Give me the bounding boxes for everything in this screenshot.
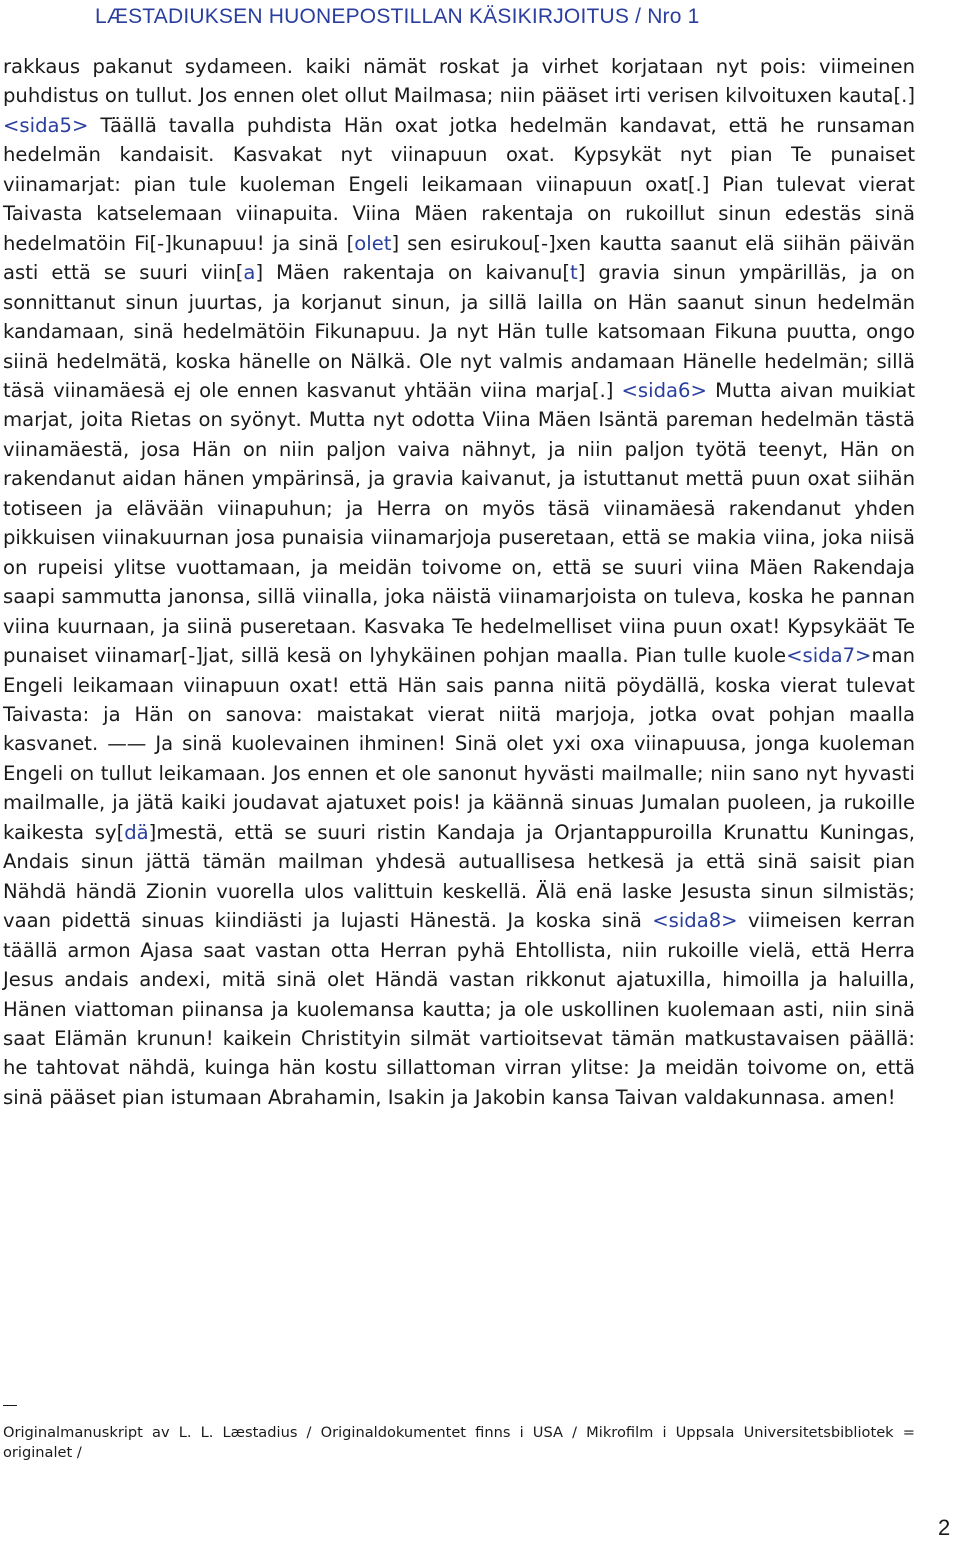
text-segment: Täällä tavalla puhdista Hän oxat jotka hedelmän kandavat, että he runsaman hedelmän kandaisit. Kasvakat nyt viinapuun oxat. Kypsykät nyt pian Te punaiset viinamarjat: pian tule kuoleman Engeli leikamaan viinapuun oxat[.] Pian tulevat vierat Taivasta katselemaan viinapuita. Viina Mäen rakentaja on rukoillut sinun edestäs sinä hedelmatöin Fi[-]kunapuu! ja sinä [ bbox=[3, 113, 915, 255]
text-segment: viimeisen kerran täällä armon Ajasa saat vastan otta Herran pyhä Ehtollista, niin rukoille vielä, että Herra Jesus andais andexi, mitä sinä olet Händä vastan rikkonut ajatuxilla, himoilla ja haluilla, Hänen viattoman piinansa ja kuolemansa kautta; ja ole uskollinen kuolemaan asti, niin sinä saat Elämän krunun! kaikein Christityin silmät vartioitsevat tämän matkustavaisen päällä: he tahtovat nähdä, kuinga hän kostu sillattoman virran ylitse: Ja meidän toivome on, että sinä pääset pian istumaan Abrahamin, Isakin ja Jakobin kansa Taivan valdakunnasa. amen! bbox=[3, 909, 915, 1109]
main-paragraph bbox=[3, 52, 915, 1112]
page-marker: <sida6> bbox=[621, 378, 707, 402]
page-marker: <sida8> bbox=[652, 909, 738, 933]
text-segment: ] Mäen rakentaja on kaivanu[ bbox=[255, 261, 571, 285]
text-segment: ] sen esirukou[-]xen kautta saanut elä siihän päivän asti että se suuri viin[ bbox=[3, 231, 915, 285]
text-segment: man Engeli leikamaan viinapuun oxat! että Hän sais panna niitä pöydällä, koska vierat tulevat Taivasta: ja Hän on sanova: maistakat vierat niitä marjoja, jotka ovat pohjan maalla kasvanet. —— Ja sinä kuolevainen ihminen! Sinä olet yxi oxa viinapuusa, jonga kuoleman Engeli on tullut leikamaan. Jos ennen et ole sanonut hyvästi mailmalle; niin sano nyt hyvasti mailmalle, ja jätä kaiki joudavat ajatuxet pois! ja käännä sinuas Jumalan puoleen, ja rukoille kaikesta sy[ bbox=[3, 644, 915, 844]
text-segment: Mutta aivan muikiat marjat, joita Rietas on syönyt. Mutta nyt odotta Viina Mäen Isäntä pareman hedelmän tästä viinamäestä, josa Hän on niin paljon vaiva nähnyt, ja niin paljon työtä teenyt, Hän on rakendanut aidan hänen ympärinsä, ja gravia kaivanut, ja istuttanut mettä puun oxat siihän totiseen ja elävään viinapuhun; ja Herra on myös täsä viinamäesä rakendanut yhden pikkuisen viinakuurnan josa punaisia viinamarjoja puseretaan, että se makia viina, joka niisä on rupeisi ylitse vuottamaan, ja meidän toivome on, että se suuri viina Mäen Rakendaja saapi sammutta janonsa, sillä viinalla, joka näistä viinamarjoista on tuleva, koska he pannan viina kuurnaan, ja siinä puseretaan. Kasvaka Te hedelmelliset viina puun oxat! Kypsykäät Te punaiset viinamar[-]jat, sillä kesä on lyhykäinen pohjan maalla. Pian tulle kuole bbox=[3, 378, 915, 668]
text-segment: rakkaus pakanut sydameen. kaiki nämät roskat ja virhet korjataan nyt pois: viimeinen puhdistus on tullut. Jos ennen olet ollut Mailmasa; niin pääset irti verisen kilvoituxen kauta[.] bbox=[3, 55, 915, 108]
footnote: Originalmanuskript av L. L. Læstadius / Originaldokumentet finns i USA / Mikrofilm i Uppsala Universitetsbibliotek = originalet / bbox=[3, 1424, 915, 1461]
text-segment: ] gravia sinun ympärilläs, ja on sonnittanut sinun juurtas, ja korjanut sinun, ja sillä lailla on Hän saanut sinun hedelmän kandamaan, sinä hedelmätöin Fikunapuu. Ja nyt Hän tulle katsomaan Fikuna puutta, ongo siinä hedelmätä, koska hänelle on Nälkä. Ole nyt valmis andamaan Hänelle hedelmän; sillä täsä viinamäesä ej ole ennen kasvanut yhtään viina marja[.] bbox=[3, 261, 915, 402]
page-marker: <sida5> bbox=[3, 113, 89, 137]
editorial-insertion: a bbox=[243, 261, 256, 285]
editorial-insertion: t bbox=[570, 261, 578, 285]
document-header: LÆSTADIUKSEN HUONEPOSTILLAN KÄSIKIRJOITUS / Nro 1 bbox=[95, 5, 700, 28]
page-marker: <sida7> bbox=[786, 644, 872, 668]
body-text bbox=[3, 52, 915, 1112]
editorial-insertion: olet bbox=[354, 231, 392, 255]
editorial-insertion: dä bbox=[124, 820, 149, 844]
footnote-divider bbox=[3, 1405, 17, 1406]
text-segment: ]mestä, että se suuri ristin Kandaja ja Orjantappuroilla Krunattu Kuningas, Andais sinun jättä tämän mailman yhdesä autuallisesa hetkesä ja että sinä saisit pian Nähdä händä Zionin vuorella ulos valittuin keskellä. Älä enä laske Jesusta sinun silmistäs; vaan pidettä sinuas kiindiästi ja lujasti Hänestä. Ja koska sinä bbox=[3, 820, 915, 933]
page-number: 2 bbox=[938, 1515, 951, 1540]
